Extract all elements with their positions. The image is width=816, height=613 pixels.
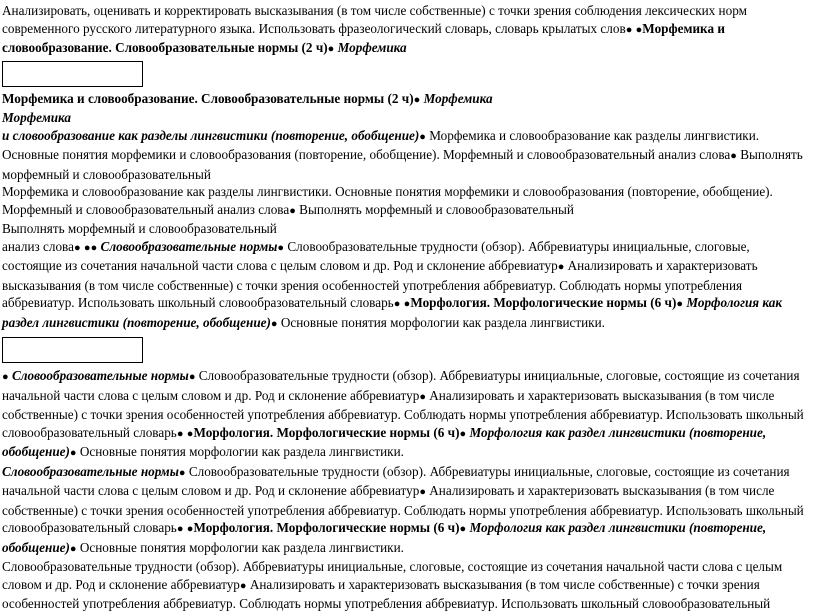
text: Основные понятия морфологии как раздела лингвистики. — [79, 539, 404, 555]
bullet-icon: ● — [83, 241, 91, 254]
text: Морфемика и словообразование как разделы лингвистики. Основные понятия морфемики и словообразования (повторение, обобщение). Морфемный и словообразовательный анализ слова — [2, 184, 773, 217]
bullet-icon: ● — [676, 298, 684, 310]
bullet-icon: ● — [188, 371, 196, 383]
text: Выполнять морфемный и словообразовательный — [2, 147, 803, 182]
bullet-icon: ● — [178, 466, 186, 479]
bullet-icon: ● — [730, 150, 737, 162]
paragraph-4 — [2, 367, 812, 463]
heading-italic: Словообразовательные нормы — [100, 238, 278, 254]
bullet-icon: ● — [459, 523, 467, 535]
heading-italic: и словообразование как разделы лингвистики (повторение, обобщение) — [2, 127, 420, 143]
bullet-icon: ● — [69, 447, 77, 459]
text: Анализировать и характеризовать высказывания (в том числе собственные) с точки зрения особенностей употребления аббревиатур. Соблюдать нормы употребления аббревиатур. Использовать школьный словообразовательный — [2, 576, 771, 611]
bullet-icon: ● — [413, 93, 421, 106]
bullet-icon: ● — [186, 427, 194, 440]
heading-italic: Морфология как раздел лингвистики (повторение, обобщение) — [2, 520, 767, 555]
heading-bold: Морфология. Морфологические нормы (6 ч) — [410, 295, 677, 310]
text: Словообразовательные трудности (обзор). Аббревиатуры инициальные, слоговые, состоящие из сочетания начальной части слова с целым словом и др. Род и склонение аббревиатур — [2, 238, 750, 273]
text: Анализировать и характеризовать высказывания (в том числе собственные) с точки зрения особенностей употребления аббревиатур. Соблюдать нормы употребления аббревиатур. Использовать школьный словообразовательный словарь — [2, 483, 804, 535]
text: Анализировать и характеризовать высказывания (в том числе собственные) с точки зрения особенностей употребления аббревиатур. Соблюдать нормы употребления аббревиатур. Использовать школьный словообразовательный словарь — [2, 387, 804, 440]
bullet-icon: ● — [393, 298, 401, 310]
bullet-icon: ● — [403, 298, 411, 310]
text: Словообразовательные трудности (обзор). Аббревиатуры инициальные, слоговые, состоящие из сочетания начальной части слова с целым словом и др. Род и склонение аббревиатур — [2, 559, 783, 592]
bullet-icon: ● — [176, 523, 184, 535]
text: Словообразовательные трудности (обзор). Аббревиатуры инициальные, слоговые, состоящие из сочетания начальной части слова с целым словом и др. Род и склонение аббревиатур — [2, 463, 790, 498]
paragraph-2 — [2, 90, 812, 184]
bullet-icon: ● — [176, 427, 184, 440]
heading-bold: Морфология. Морфологические нормы (6 ч) — [193, 520, 460, 535]
bullet-icon: ● — [73, 241, 81, 254]
bullet-icon: ● — [90, 241, 98, 254]
heading-italic: Морфология как раздел лингвистики (повторение, обобщение) — [2, 424, 767, 459]
text: Выполнять морфемный и словообразовательный — [2, 221, 277, 236]
bullet-icon: ● — [239, 579, 247, 592]
heading-bold: Морфемика и словообразование. Словообразовательные нормы (2 ч) — [2, 90, 414, 106]
heading-italic: Словообразовательные нормы — [11, 368, 189, 383]
bullet-icon: ● — [186, 523, 194, 535]
bullet-icon: ● — [419, 486, 426, 498]
heading-italic: Словообразовательные нормы — [2, 463, 179, 479]
bullet-icon: ● — [419, 390, 426, 403]
paragraph-3 — [2, 183, 812, 333]
heading-bold: Морфемика и словообразование. Словообразовательные нормы (2 ч) — [2, 20, 725, 55]
text: Анализировать и характеризовать высказывания (в том числе собственные) с точки зрения особенностей употребления аббревиатур. Соблюдать нормы употребления аббревиатур. Использовать школьный словообразовательный словарь — [2, 258, 758, 310]
bullet-icon: ● — [289, 204, 296, 217]
heading-bold: Морфология. Морфологические нормы (6 ч) — [193, 424, 460, 440]
bullet-icon: ● — [557, 261, 565, 273]
heading-italic: Морфемика — [423, 90, 493, 106]
bullet-icon: ● — [270, 317, 278, 330]
bullet-icon: ● — [635, 23, 643, 36]
paragraph-6 — [2, 558, 812, 613]
empty-box — [2, 337, 143, 363]
bullet-icon: ● — [419, 130, 426, 143]
heading-italic: Морфемика — [2, 110, 72, 125]
paragraph-5 — [2, 463, 812, 559]
bullet-icon: ● — [327, 43, 335, 55]
text: Анализировать, оценивать и корректировать высказывания (в том числе собственные) с точки зрения соблюдения лексических норм современного русского литературного языка. Использовать фразеологический словарь, словарь крылатых слов — [2, 3, 747, 36]
text: Выполнять морфемный и словообразовательный — [299, 201, 574, 217]
bullet-icon: ● — [459, 427, 467, 440]
heading-italic: Морфемика — [337, 40, 407, 55]
text: Основные понятия морфологии как раздела лингвистики. — [280, 314, 605, 330]
text: Морфемика и словообразование как разделы лингвистики. Основные понятия морфемики и словообразования (повторение, обобщение). Морфемный и словообразовательный анализ слова — [2, 127, 760, 162]
bullet-icon: ● — [2, 371, 9, 383]
heading-italic: Морфология как раздел лингвистики (повторение, обобщение) — [2, 295, 783, 330]
bullet-icon: ● — [277, 241, 285, 254]
bullet-icon: ● — [625, 23, 633, 36]
text: Основные понятия морфологии как раздела лингвистики. — [79, 444, 404, 459]
text: анализ слова — [2, 238, 74, 254]
text: Словообразовательные трудности (обзор). Аббревиатуры инициальные, слоговые, состоящие из сочетания начальной части слова с целым словом и др. Род и склонение аббревиатур — [2, 368, 800, 403]
paragraph-1 — [2, 2, 812, 59]
document-page — [2, 2, 812, 613]
empty-box — [2, 61, 143, 87]
bullet-icon: ● — [69, 542, 77, 555]
